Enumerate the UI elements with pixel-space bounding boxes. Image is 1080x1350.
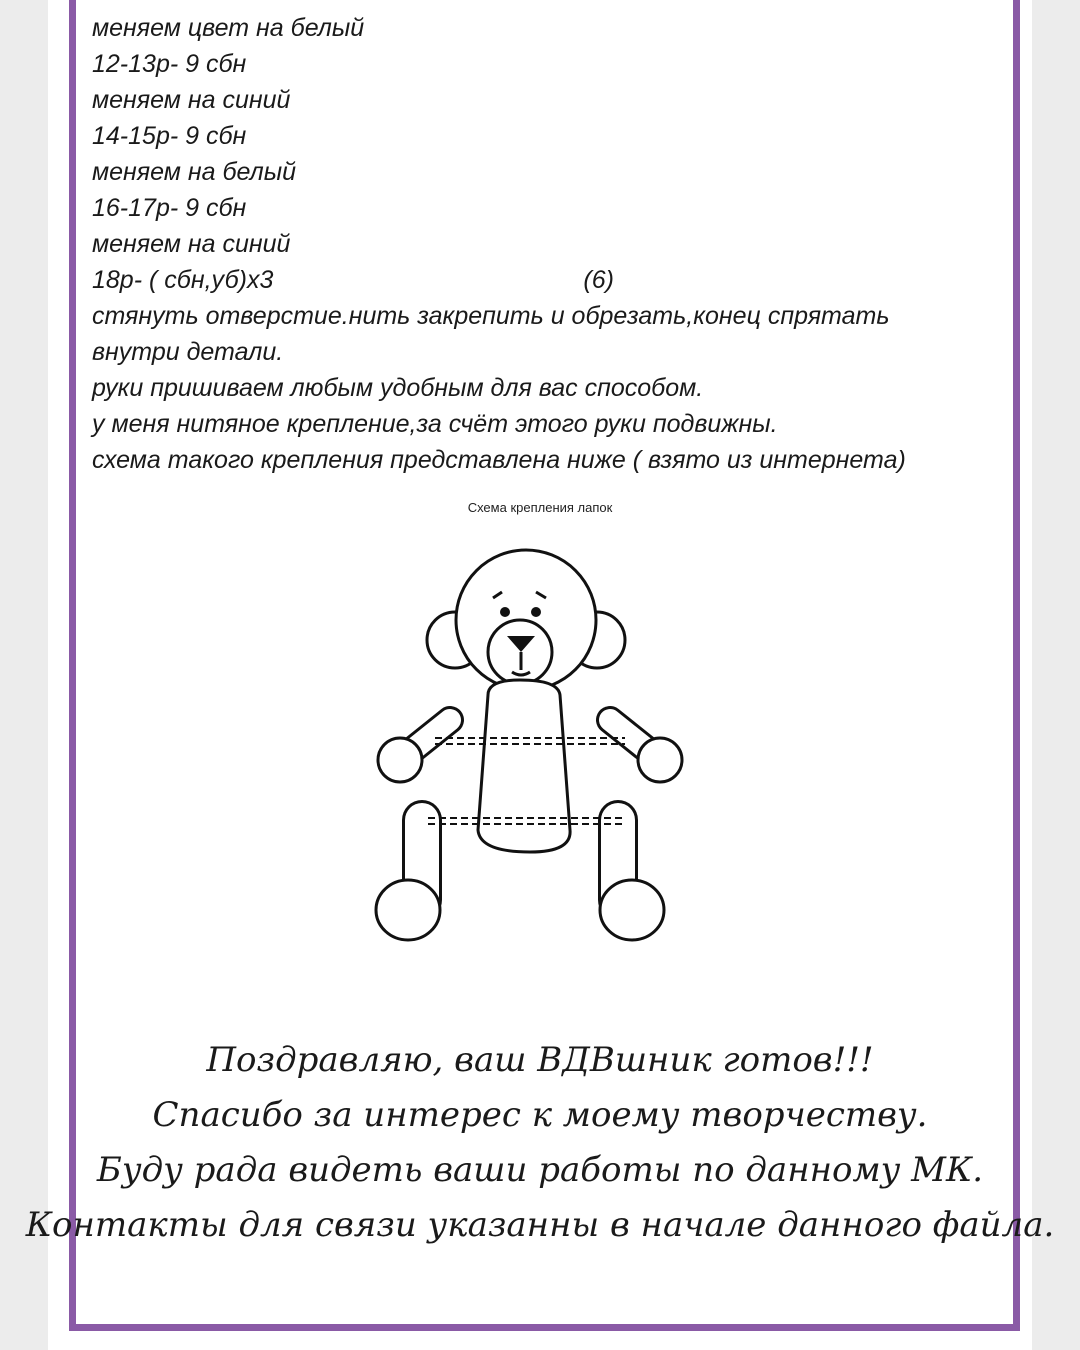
instruction-line: меняем на синий	[92, 86, 291, 114]
bear-foot-right	[600, 880, 664, 940]
note-line: внутри детали.	[92, 338, 284, 366]
bear-paw-right	[638, 738, 682, 782]
closing-thanks: Спасибо за интерес к моему творчеству.	[152, 1095, 928, 1135]
bear-joint-diagram	[360, 540, 720, 960]
instruction-line: меняем цвет на белый	[92, 14, 365, 42]
closing-congrats: Поздравляю, ваш ВДВшник готов!!!	[206, 1040, 874, 1080]
instruction-line: меняем на синий	[92, 230, 291, 258]
note-line: руки пришиваем любым удобным для вас способом.	[92, 374, 704, 402]
instruction-line: 12-13р- 9 сбн	[92, 50, 247, 78]
note-line: стянуть отверстие.нить закрепить и обрезать,конец спрятать	[92, 302, 890, 330]
instruction-line: 14-15р- 9 сбн	[92, 122, 247, 150]
note-line: схема такого крепления представлена ниже ( взято из интернета)	[92, 446, 906, 474]
stitch-count: (6)	[583, 266, 614, 294]
bear-body	[478, 680, 570, 852]
round-18-line	[92, 265, 614, 295]
closing-contacts: Контакты для связи указанны в начале данного файла.	[25, 1205, 1055, 1245]
instruction-line: меняем на белый	[92, 158, 297, 186]
instruction-line: 16-17р- 9 сбн	[92, 194, 247, 222]
bear-paw-left	[378, 738, 422, 782]
round-18-text: 18р- ( сбн,уб)х3	[92, 266, 274, 294]
bear-eye-left	[500, 607, 510, 617]
closing-share: Буду рада видеть ваши работы по данному МК.	[96, 1150, 984, 1190]
note-line: у меня нитяное крепление,за счёт этого руки подвижны.	[92, 410, 778, 438]
diagram-title: Схема крепления лапок	[467, 500, 613, 515]
bear-foot-left	[376, 880, 440, 940]
bear-eye-right	[531, 607, 541, 617]
